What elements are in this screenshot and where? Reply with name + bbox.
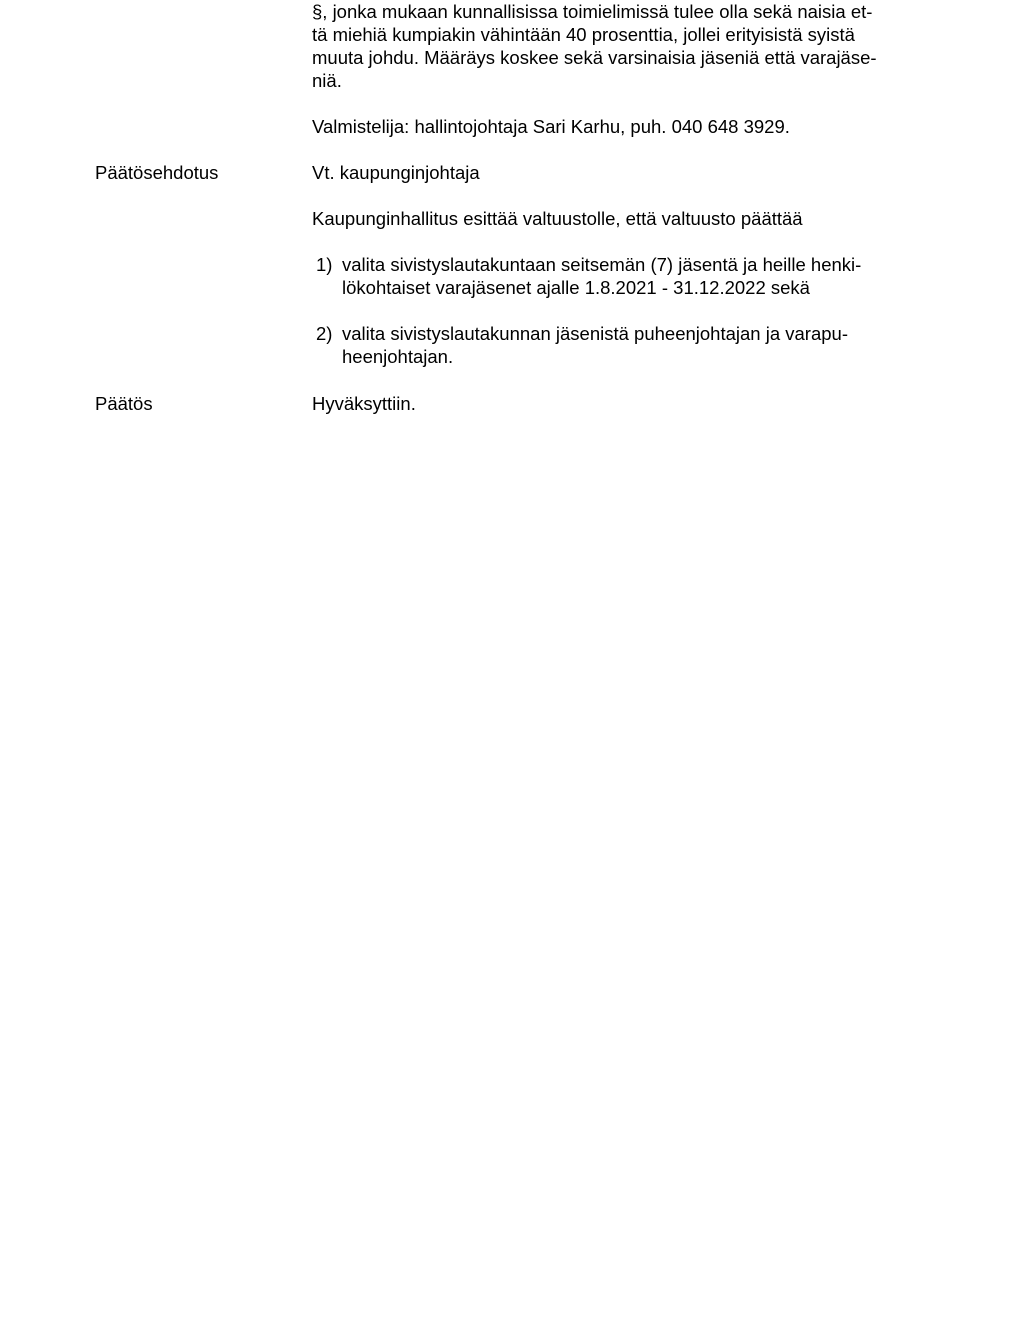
intro-line-4: niä. [312,70,342,91]
proposer-text: Vt. kaupunginjohtaja [312,162,480,183]
intro-line-1: §, jonka mukaan kunnallisissa toimielimissä tulee olla sekä naisia et- [312,1,873,22]
decision-text: Hyväksyttiin. [312,393,416,414]
list-item-number: 1) [316,254,333,275]
decision-label: Päätös [95,393,153,414]
preparer-text: Valmistelija: hallintojohtaja Sari Karhu, puh. 040 648 3929. [312,116,790,137]
list-item-number: 2) [316,323,333,344]
intro-line-2: tä miehiä kumpiakin vähintään 40 prosenttia, jollei erityisistä syistä [312,24,855,45]
list-item-line: heenjohtajan. [342,346,454,367]
list-item-line: lökohtaiset varajäsenet ajalle 1.8.2021 - 31.12.2022 sekä [342,277,810,298]
intro-line-3: muuta johdu. Määräys koskee sekä varsinaisia jäseniä että varajäse- [312,47,877,68]
proposal-label: Päätösehdotus [95,162,219,183]
proposal-lead-text: Kaupunginhallitus esittää valtuustolle, että valtuusto päättää [312,208,803,229]
list-item-line: valita sivistyslautakunnan jäsenistä puheenjohtajan ja varapu- [342,323,848,344]
list-item-line: valita sivistyslautakuntaan seitsemän (7) jäsentä ja heille henki- [342,254,862,275]
